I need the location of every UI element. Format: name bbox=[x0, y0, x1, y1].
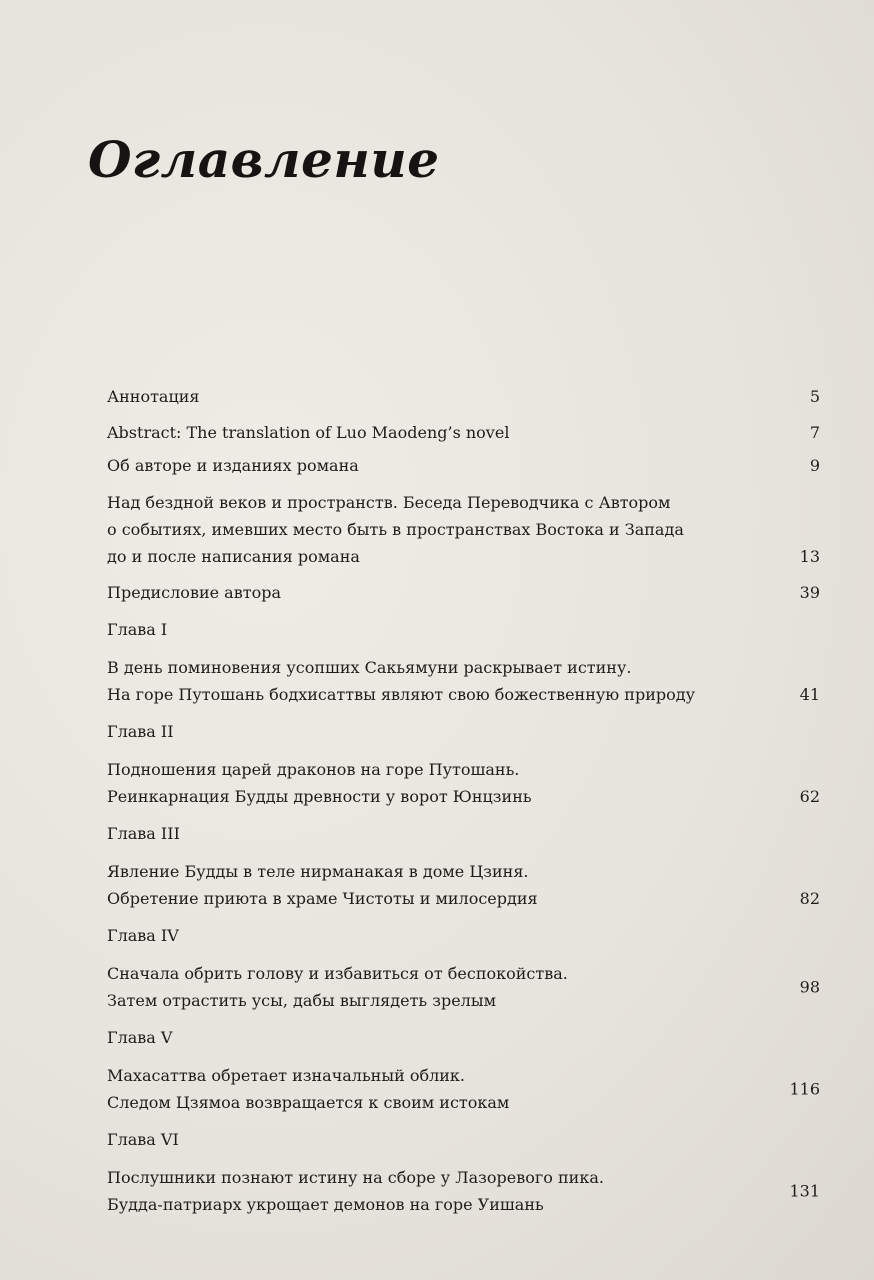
chapter-label: Глава I bbox=[107, 620, 168, 639]
chapter-label: Глава V bbox=[107, 1028, 173, 1047]
toc-entry-chapter-4[interactable] bbox=[107, 960, 820, 1014]
toc-page-number: 41 bbox=[799, 685, 820, 704]
toc-entry-line: Подношения царей драконов на горе Путошань. bbox=[107, 760, 520, 779]
toc-entry-line: о событиях, имевших место быть в пространствах Востока и Запада bbox=[107, 520, 684, 539]
toc-page-number: 131 bbox=[789, 1181, 820, 1201]
page-title: Оглавление bbox=[88, 130, 440, 189]
toc-entry-line: Обретение приюта в храме Чистоты и милосердия bbox=[107, 889, 538, 908]
toc-entry-line: В день поминовения усопших Сакьямуни раскрывает истину. bbox=[107, 658, 632, 677]
toc-entry-chapter-5[interactable] bbox=[107, 1062, 820, 1116]
toc-entry-conversation[interactable] bbox=[107, 489, 820, 570]
toc-entry-line: Затем отрастить усы, дабы выглядеть зрелым bbox=[107, 991, 497, 1010]
toc-entry-line: Сначала обрить голову и избавиться от беспокойства. bbox=[107, 964, 568, 983]
toc-entry-chapter-6[interactable] bbox=[107, 1164, 820, 1218]
toc-entry-line: Послушники познают истину на сборе у Лазоревого пика. bbox=[107, 1168, 604, 1187]
toc-entry-chapter-2[interactable] bbox=[107, 756, 820, 810]
chapter-label: Глава IV bbox=[107, 926, 179, 945]
toc-entry-title: Abstract: The translation of Luo Maodeng’s novel bbox=[107, 423, 510, 442]
toc-entry-chapter-3[interactable] bbox=[107, 858, 820, 912]
toc-entry-chapter-1[interactable] bbox=[107, 654, 820, 708]
toc-entry-title: Аннотация bbox=[107, 387, 200, 406]
toc-entry-about[interactable] bbox=[107, 452, 820, 479]
toc-page-number: 62 bbox=[799, 787, 820, 806]
toc-entry-abstract[interactable] bbox=[107, 419, 820, 446]
toc-entry-line: Будда-патриарх укрощает демонов на горе Уишань bbox=[107, 1195, 544, 1214]
toc-page-number: 9 bbox=[809, 456, 820, 475]
toc-page-number: 13 bbox=[799, 547, 820, 566]
toc-entry-line: Над бездной веков и пространств. Беседа Переводчика с Автором bbox=[107, 493, 671, 512]
toc-entry-line: Следом Цзямоа возвращается к своим истокам bbox=[107, 1093, 510, 1112]
toc-entry-line: до и после написания романа bbox=[107, 547, 360, 566]
chapter-label: Глава III bbox=[107, 824, 180, 843]
table-of-contents bbox=[107, 383, 820, 1218]
toc-page-number: 5 bbox=[809, 387, 820, 406]
toc-entry-preface[interactable] bbox=[107, 579, 820, 606]
toc-entry-annotation[interactable] bbox=[107, 383, 820, 410]
toc-entry-line: На горе Путошань бодхисаттвы являют свою божественную природу bbox=[107, 685, 696, 704]
toc-entry-line: Реинкарнация Будды древности у ворот Юнцзинь bbox=[107, 787, 532, 806]
chapter-label: Глава II bbox=[107, 722, 174, 741]
toc-page-number: 7 bbox=[809, 423, 820, 442]
toc-page-number: 39 bbox=[799, 583, 820, 602]
bleed-through-texture bbox=[150, 30, 850, 60]
toc-entry-title: Об авторе и изданиях романа bbox=[107, 456, 359, 475]
chapter-label: Глава VI bbox=[107, 1130, 179, 1149]
toc-page-number: 98 bbox=[799, 977, 820, 997]
toc-entry-title: Предисловие автора bbox=[107, 583, 281, 602]
toc-page-number: 116 bbox=[789, 1079, 820, 1099]
toc-entry-line: Махасаттва обретает изначальный облик. bbox=[107, 1066, 466, 1085]
toc-page-number: 82 bbox=[799, 889, 820, 908]
toc-entry-line: Явление Будды в теле нирманакая в доме Цзиня. bbox=[107, 862, 529, 881]
